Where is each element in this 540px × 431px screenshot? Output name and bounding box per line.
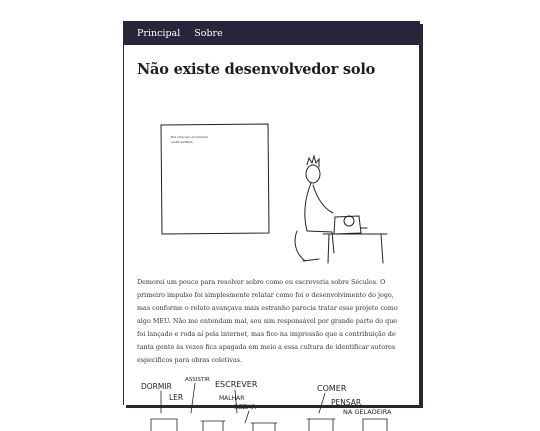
- chair-shape: [295, 231, 319, 261]
- nav-link-sobre[interactable]: Sobre: [194, 27, 223, 39]
- fridge-shape: [363, 419, 387, 431]
- bed-shape: [151, 419, 177, 431]
- table2-shape: [307, 419, 335, 431]
- label-ler: LER: [169, 393, 184, 402]
- typewriter-illustration: [137, 113, 399, 268]
- person-back-shape: [305, 183, 311, 231]
- post-card: [123, 21, 420, 416]
- person-arm-shape: [313, 185, 333, 213]
- typewriter-roller-shape: [344, 216, 354, 226]
- routine-illustration: [137, 371, 405, 431]
- label-escrever: ESCREVER: [215, 380, 258, 389]
- nav-link-principal[interactable]: Principal: [137, 27, 181, 39]
- arrow-assistir-shape: [191, 383, 195, 413]
- post-title: Não existe desenvolvedor solo: [137, 61, 376, 78]
- label-na-geladeira: NA GELADEIRA: [343, 408, 392, 416]
- bench-shape: [251, 423, 277, 431]
- arrow-comer-shape: [319, 393, 325, 413]
- top-navbar: [124, 21, 419, 45]
- typewriter-body-shape: [334, 216, 361, 234]
- label-assistir: ASSISTIR: [185, 377, 210, 383]
- arrow-rezar-shape: [245, 411, 249, 423]
- label-rezar: REZAR: [234, 403, 257, 411]
- label-comer: COMER: [317, 384, 347, 393]
- paper-text-line2: muito solitário: [171, 140, 193, 144]
- paper-text-line1: Era uma vez um homem: [171, 135, 208, 139]
- label-pensar: PENSAR: [331, 398, 362, 407]
- label-malhar: MALHAR: [219, 395, 245, 402]
- desk2-shape: [201, 421, 225, 431]
- post-paragraph: Demorei um pouco para resolver sobre como eu escreveria sobre Séculos. O primeiro impulso foi simplesmente relatar como foi o desenvolvimento do jogo, mas conforme o relato avançava mais estranho parecia tratar esse projeto como algo MEU. Não me entendam mal, sou sim responsável por grande parte do que foi lançado e roda aí pela internet, mas fico na impressão que a contribuição de tanta gente às vezes fica apagada em meio a essa cultura de identificar autores específicos para obras coletivas.: [137, 278, 398, 364]
- person-head-shape: [306, 165, 320, 183]
- label-dormir: DORMIR: [141, 382, 172, 391]
